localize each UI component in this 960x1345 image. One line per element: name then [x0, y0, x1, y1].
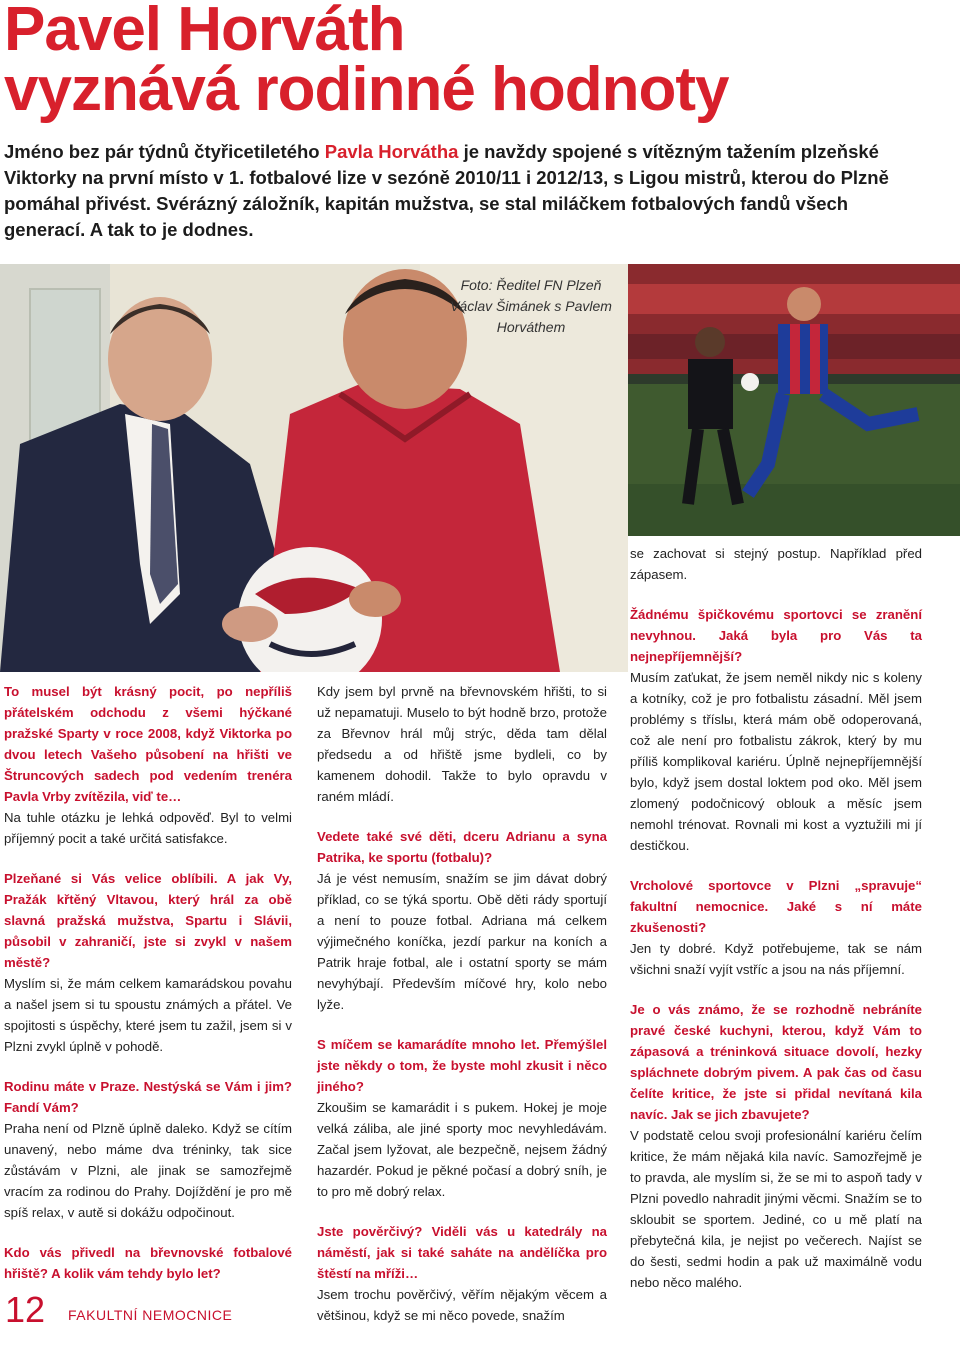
answer: se zachovat si stejný postup. Například před zápasem. [630, 546, 922, 582]
question: Plzeňané si Vás velice oblíbili. A jak Vy, Pražák křtěný Vltavou, který hrál za obě slavná pražská mužstva, Spartu i Slávii, působil v zahraničí, jste si zvykl v našem městě? [4, 871, 292, 970]
question: Vrcholové sportovce v Plzni „spravuje“ fakultní nemocnice. Jaké s ní máte zkušenosti? [630, 878, 922, 935]
answer: Já je vést nemusím, snažím se jim dávat dobrý příklad, co se týká sportu. Obě děti rády sportují a není to pouze fotbal. Adriana má celkem výjimečného koníčka, jezdí parkur na koních a Patrik hraje fotbal, ale i ostatní sporty se mám nevyhýbají. Především míčové hry, kolo nebo lyže. [317, 871, 607, 1012]
answer: Jsem trochu pověrčivý, věřím nějakým věcem a většinou, když se mi něco povede, snažím [317, 1287, 607, 1323]
question: Je o vás známo, že se rozhodně nebráníte pravé české kuchyni, kterou, když Vám to zápasová a tréninková situace dovolí, hezky spláchnete dobrým pivem. A pak čas od času čelíte kritice, že jste si přidal nevítaná kila navíc. Jak se jich zbavujete? [630, 1002, 922, 1122]
qa-2 [4, 868, 292, 1057]
answer: Musím zaťukat, že jsem neměl nikdy nic s koleny a kotníky, což je pro fotbalistu zásadní. Měl jsem problémy s tříslы, která mám obě odoperovaná, což ale není pro fotbalistu zákrok, který by mu příliš komplikoval kariéru. Úplně nejnepříjemnější bylo, když jsem dostal loktem pod oko. Měl jsem zlomený podočnicový oblouk a měsíc jsem nemohl trénovat. Rovnali mi kost a vyztužili mi jí destičkou. [630, 670, 922, 853]
qa-5 [317, 826, 607, 1015]
question: Žádnému špičkovému sportovci se zranění nevyhnou. Jaká byla pro Vás ta nejnepříjemnější? [630, 607, 922, 664]
qa-continued [630, 543, 922, 585]
lead-part-1: Jméno bez pár týdnů čtyřicetiletého [4, 141, 325, 162]
photo-caption: Foto: Ředitel FN Plzeň Václav Šimánek s Pavlem Horváthem [450, 277, 612, 335]
column-3 [630, 543, 922, 1312]
title-line-2: vyznává rodinné hodnoty [4, 55, 729, 124]
qa-9 [630, 875, 922, 980]
answer: Kdy jsem byl prvně na břevnovském hřišti, to si už nepamatuji. Muselo to být hodně brzo, protože za Břevnov hrál můj strýc, děda tam dělal předsedu a od hřiště jsme bydleli, co by kamenem dohodil. Takže to bylo opravdu v raném mládí. [317, 684, 607, 804]
title-line-1: Pavel Horváth [4, 0, 405, 64]
answer: Jen ty dobré. Když potřebujeme, tak se nám všichni snaží vyjít vstříc a jsou na nás příjemní. [630, 941, 922, 977]
answer: V podstatě celou svoji profesionální kariéru čelím kritice, že mám nějaká kila navíc. Samozřejmě je to pravda, ale myslím si, že se mi to aspoň tady v Plzni povedlo nahradit jinými věcmi. Snažím se to skloubit se sportem. Jediné, co u mě platí na přebytečná kila, je nejist po večerech. Najíst se do šesti, sedmi hodin a pak už maximálně vodu nebo něco malého. [630, 1128, 922, 1290]
question: Vedete také své děti, dceru Adrianu a syna Patrika, ke sportu (fotbalu)? [317, 829, 607, 865]
qa-1 [4, 681, 292, 849]
photo-horvath-match [628, 264, 960, 536]
answer: Praha není od Plzně úplně daleko. Když se cítím unavený, nebo máme dva tréninky, tak sice zůstávám v Plzni, ale jinak se samozřejmě vracím za rodinou do Prahy. Dojíždění je pro mě spíš relax, v autě si dokážu odpočinout. [4, 1121, 292, 1220]
question: S míčem se kamarádíte mnoho let. Přemýšlel jste někdy o tom, že byste mohl zkusit i něco jiného? [317, 1037, 607, 1094]
qa-7 [317, 1221, 607, 1326]
question: Jste pověrčivý? Viděli vás u katedrály na náměstí, jak si také saháte na andělíčka pro štěstí na mříži… [317, 1224, 607, 1281]
answer: Zkoušim se kamarádit i s pukem. Hokej je moje velká záliba, ale jiné sporty moc nevyhledávám. Začal jsem lyžovat, ale bezpečně, nejsem žádný hazardér. Pokud je pěkné počasí a dobrý sníh, je to pro mě dobrý relax. [317, 1100, 607, 1199]
lead-part-2: je navždy spojené s vítězným tažením plzeňské Viktorky na první místo v 1. fotbalové lize v sezóně 2010/11 i 2012/13, s Ligou mistrů, kterou do Plzně pomáhal přivést. Svérázný záložník, kapitán mužstva, se stal miláčkem fotbalových fandů všech generací. A tak to je dodnes. [4, 141, 889, 240]
publication-label: FAKULTNÍ NEMOCNICE [68, 1307, 233, 1323]
answer: Na tuhle otázku je lehká odpověď. Byl to velmi příjemný pocit a také určitá satisfakce. [4, 810, 292, 846]
qa-4 [4, 1242, 292, 1284]
question: To musel být krásný pocit, po nepříliš přátelském odchodu z všemi hýčkané pražské Sparty v roce 2008, když Viktorka po dvou letech Vašeho působení na hřišti ve Štruncových sadech pod vedením trenéra Pavla Vrby zvítězila, viď te… [4, 684, 292, 804]
qa-6 [317, 1034, 607, 1202]
column-1 [4, 681, 292, 1303]
answer: Myslím si, že mám celkem kamarádskou povahu a našel jsem si tu spoustu známých a přátel. Ve spojitosti s úspěchy, které jsem tu zažil, jsem si v Plzni zvykl úplně v pohodě. [4, 976, 292, 1054]
column-2 [317, 681, 607, 1345]
page-number: 12 [5, 1289, 46, 1330]
qa-8 [630, 604, 922, 856]
question: Kdo vás přivedl na břevnovské fotbalové hřiště? A kolik vám tehdy bylo let? [4, 1245, 292, 1281]
article-title [4, 0, 729, 124]
qa-10 [630, 999, 922, 1293]
lead-name: Pavla Horvátha [324, 141, 459, 162]
lead-paragraph [4, 139, 934, 243]
qa-3 [4, 1076, 292, 1223]
qa-continued [317, 681, 607, 807]
question: Rodinu máte v Praze. Nestýská se Vám i jim? Fandí Vám? [4, 1079, 292, 1115]
